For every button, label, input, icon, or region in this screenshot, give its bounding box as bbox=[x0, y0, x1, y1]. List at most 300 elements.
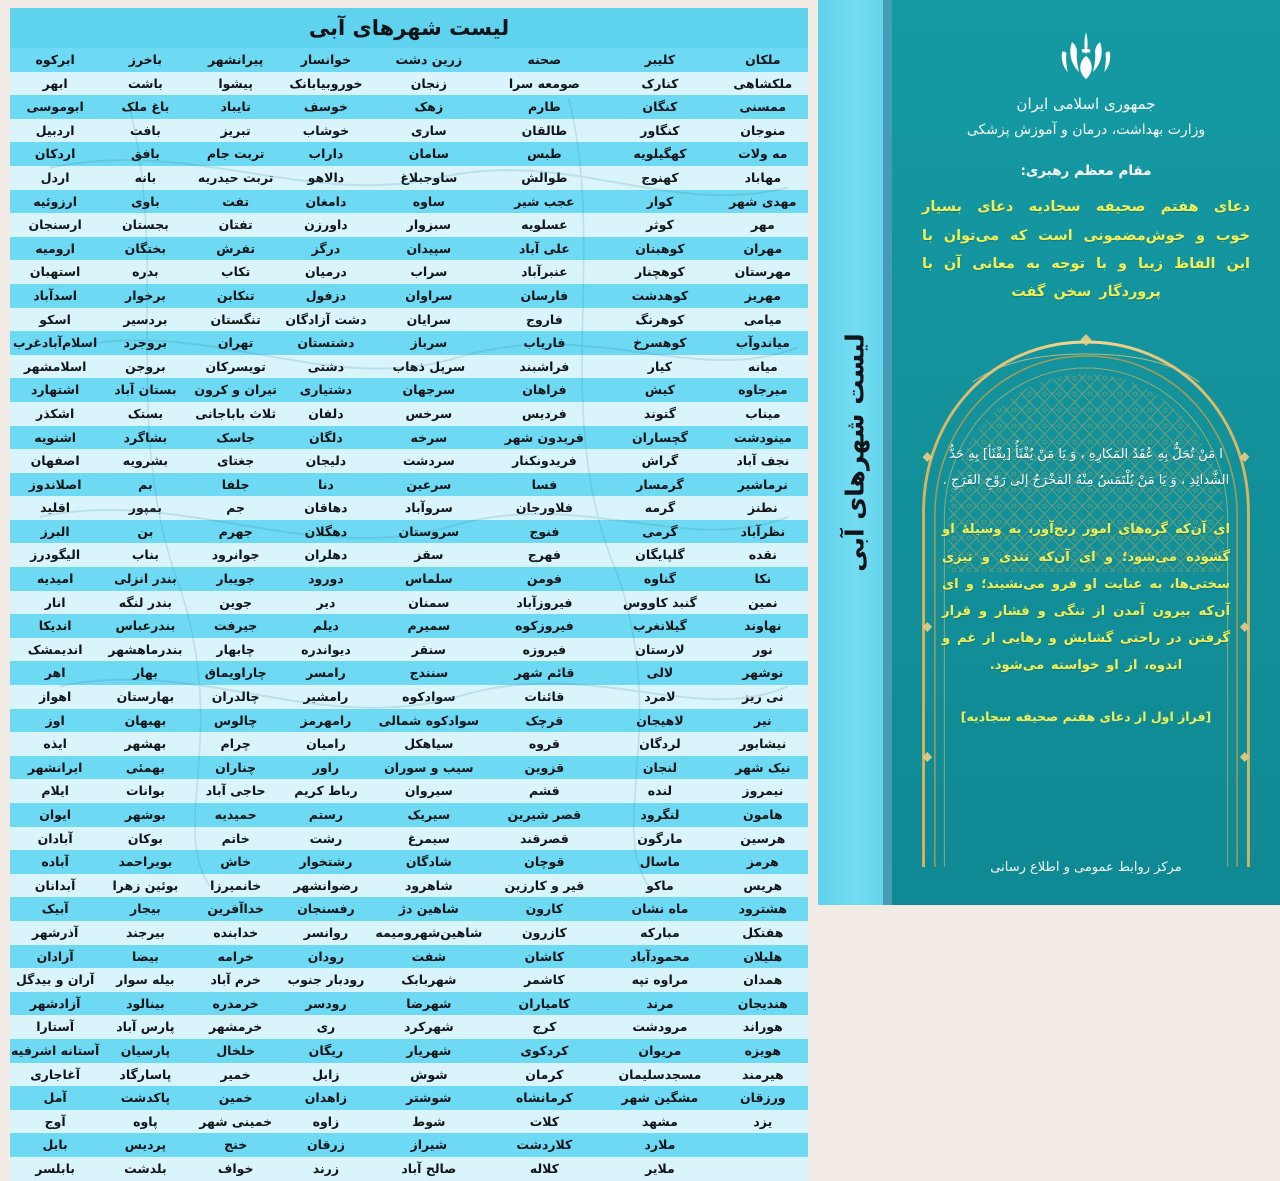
city-cell: بردسیر bbox=[100, 308, 190, 332]
city-cell: مهدی شهر bbox=[718, 190, 808, 214]
city-cell: بن bbox=[100, 520, 190, 544]
city-cell: میانه bbox=[718, 355, 808, 379]
city-cell: بجستان bbox=[100, 213, 190, 237]
city-cell: اهواز bbox=[10, 685, 100, 709]
city-cell: زرند bbox=[281, 1157, 371, 1181]
city-cell: رامهرمز bbox=[281, 709, 371, 733]
city-cell: خوشاب bbox=[281, 119, 371, 143]
city-cell: هرسین bbox=[718, 827, 808, 851]
city-cell: خوسف bbox=[281, 95, 371, 119]
city-cell: محمودآباد bbox=[602, 945, 718, 969]
city-cell: ساوه bbox=[371, 190, 487, 214]
city-cell: طوالش bbox=[487, 166, 603, 190]
city-cell: لامرد bbox=[602, 685, 718, 709]
city-cell: لنده bbox=[602, 779, 718, 803]
city-cell: کنگاور bbox=[602, 119, 718, 143]
city-cell: طالقان bbox=[487, 119, 603, 143]
city-cell: فریدون شهر bbox=[487, 426, 603, 450]
city-cell: گرمه bbox=[602, 496, 718, 520]
city-cell: خمینی شهر bbox=[191, 1110, 281, 1134]
city-cell: پاوه bbox=[100, 1110, 190, 1134]
city-cell: زاوه bbox=[281, 1110, 371, 1134]
city-cell: تهران bbox=[191, 331, 281, 355]
city-cell: شیراز bbox=[371, 1133, 487, 1157]
city-cell: بیجار bbox=[100, 897, 190, 921]
city-cell: دلیجان bbox=[281, 449, 371, 473]
city-cell: نرماشیر bbox=[718, 473, 808, 497]
city-cell: منوجان bbox=[718, 119, 808, 143]
city-cell: رامیان bbox=[281, 732, 371, 756]
city-cell: تربت جام bbox=[191, 142, 281, 166]
city-cell: آبیک bbox=[10, 897, 100, 921]
city-cell: بافت bbox=[100, 119, 190, 143]
city-cell: دیواندره bbox=[281, 638, 371, 662]
city-cell: جلفا bbox=[191, 473, 281, 497]
city-cell: سنندج bbox=[371, 661, 487, 685]
city-cell: سرباز bbox=[371, 331, 487, 355]
city-cell: کازرون bbox=[487, 921, 603, 945]
city-cell: سروآباد bbox=[371, 496, 487, 520]
city-cell: سرخه bbox=[371, 426, 487, 450]
city-column-5 bbox=[371, 48, 487, 1181]
city-cell: نهاوند bbox=[718, 614, 808, 638]
city-cell: پاسارگاد bbox=[100, 1063, 190, 1087]
arch-text-content bbox=[942, 442, 1230, 827]
city-cell: ملکشاهی bbox=[718, 72, 808, 96]
city-cell: مهاباد bbox=[718, 166, 808, 190]
city-cell: سبزوار bbox=[371, 213, 487, 237]
city-cell: بانه bbox=[100, 166, 190, 190]
city-cell: بیله سوار bbox=[100, 968, 190, 992]
info-panel bbox=[892, 0, 1280, 905]
city-cell: پارسیان bbox=[100, 1039, 190, 1063]
city-cell: کیار bbox=[602, 355, 718, 379]
city-cell: رودبار جنوب bbox=[281, 968, 371, 992]
city-cell: دورود bbox=[281, 567, 371, 591]
city-cell: بابل bbox=[10, 1133, 100, 1157]
city-cell: لارستان bbox=[602, 638, 718, 662]
city-cell: کهگیلویه bbox=[602, 142, 718, 166]
city-cell: کلاله bbox=[487, 1157, 603, 1181]
city-cell: صومعه سرا bbox=[487, 72, 603, 96]
city-cell: ابهر bbox=[10, 72, 100, 96]
public-relations-center: مرکز روابط عمومی و اطلاع رسانی bbox=[990, 860, 1182, 875]
city-cell: عنبرآباد bbox=[487, 260, 603, 284]
city-cell: قیر و کارزین bbox=[487, 874, 603, 898]
city-cell: انار bbox=[10, 591, 100, 615]
city-cell: فلاورجان bbox=[487, 496, 603, 520]
city-cell bbox=[718, 1157, 808, 1181]
city-cell: بهمئی bbox=[100, 756, 190, 780]
city-cell: نوشهر bbox=[718, 661, 808, 685]
city-cell: الیگودرز bbox=[10, 543, 100, 567]
city-cell: لنجان bbox=[602, 756, 718, 780]
city-cell: مهریز bbox=[718, 284, 808, 308]
city-cell: هامون bbox=[718, 803, 808, 827]
city-cell: مه ولات bbox=[718, 142, 808, 166]
ministry-line-2: وزارت بهداشت، درمان و آموزش پزشکی bbox=[966, 122, 1206, 138]
city-cell: جوانرود bbox=[191, 543, 281, 567]
city-cell: اسدآباد bbox=[10, 284, 100, 308]
city-cell: کوار bbox=[602, 190, 718, 214]
city-cell: کهنوج bbox=[602, 166, 718, 190]
arabic-dua: ا مَنْ تُحَلُّ بِهِ عُقَدُ المَکارِهِ ، وَ یَا مَنْ یُفْثَأُ [یفْثَأ] بِهِ حَدُّ الشَّدائِدِ ، وَ یَا مَنْ یُلْتَمَسُ مِنْهُ المَخْرَجُ إلى رَوْحِ الفَرَجِ . bbox=[942, 447, 1230, 489]
city-cell: دیلم bbox=[281, 614, 371, 638]
city-cell: هلیلان bbox=[718, 945, 808, 969]
city-cell: اردکان bbox=[10, 142, 100, 166]
page-title: لیست شهرهای آبی bbox=[10, 8, 808, 48]
city-column-1 bbox=[10, 48, 100, 1181]
city-cell: دهاقان bbox=[281, 496, 371, 520]
city-cell: رودسر bbox=[281, 992, 371, 1016]
city-cell: رامشیر bbox=[281, 685, 371, 709]
city-cell: کوهسرخ bbox=[602, 331, 718, 355]
city-cell: مراوه تپه bbox=[602, 968, 718, 992]
city-cell: دزفول bbox=[281, 284, 371, 308]
city-cell: تکاب bbox=[191, 260, 281, 284]
city-cell: تویسرکان bbox=[191, 355, 281, 379]
city-cell: نطنز bbox=[718, 496, 808, 520]
city-cell: بابلسر bbox=[10, 1157, 100, 1181]
city-cell: بشرویه bbox=[100, 449, 190, 473]
city-cell: تیران و کرون bbox=[191, 378, 281, 402]
city-cell: کامیاران bbox=[487, 992, 603, 1016]
city-cell: بندر انزلی bbox=[100, 567, 190, 591]
city-cell: ممسنی bbox=[718, 95, 808, 119]
city-cell: مهر bbox=[718, 213, 808, 237]
city-cell: شاهین‌شهرومیمه bbox=[371, 921, 487, 945]
city-cell: مهرستان bbox=[718, 260, 808, 284]
city-cell: ایذه bbox=[10, 732, 100, 756]
city-cell: فهرج bbox=[487, 543, 603, 567]
city-cell: مارگون bbox=[602, 827, 718, 851]
city-cell: میناب bbox=[718, 402, 808, 426]
city-cell: بندرماهشهر bbox=[100, 638, 190, 662]
city-cell: زرقان bbox=[281, 1133, 371, 1157]
city-cell: راور bbox=[281, 756, 371, 780]
city-cell: شادگان bbox=[371, 850, 487, 874]
city-cell: ارسنجان bbox=[10, 213, 100, 237]
dua-source: [فراز اول از دعای هفتم صحیفه سجادیه] bbox=[960, 708, 1212, 724]
city-cell: فراشبند bbox=[487, 355, 603, 379]
city-cell: بهارستان bbox=[100, 685, 190, 709]
city-cell: حمیدیه bbox=[191, 803, 281, 827]
city-cell: بدره bbox=[100, 260, 190, 284]
iran-emblem-icon bbox=[1051, 28, 1121, 84]
city-cell: چاراویماق bbox=[191, 661, 281, 685]
city-cell: خواف bbox=[191, 1157, 281, 1181]
persian-dua: ای آن‌که گره‌های امور رنج‌آور، به وسیلهٔ او گشوده می‌شود؛ و ای آن‌که تندی و تیزی سختی‌ها، به عنایت او فرو می‌نشیند؛ و ای آن‌که بیرون آمدن از تنگی و فشار و قرار گرفتن در راحتی گشایش و رهایی از غم و اندوه، از او خواسته می‌شود. bbox=[942, 522, 1230, 673]
city-cell: سیمرغ bbox=[371, 827, 487, 851]
city-cell: کاشمر bbox=[487, 968, 603, 992]
city-cell: تنکابن bbox=[191, 284, 281, 308]
city-cell: اشتهارد bbox=[10, 378, 100, 402]
spine-title: لیست شهرهای آبی bbox=[840, 333, 870, 572]
city-cell: هریس bbox=[718, 874, 808, 898]
city-cell: خوروبیابانک bbox=[281, 72, 371, 96]
city-cell: استهبان bbox=[10, 260, 100, 284]
city-cell: ابوموسی bbox=[10, 95, 100, 119]
city-cell: سرجهان bbox=[371, 378, 487, 402]
city-cell: قصرقند bbox=[487, 827, 603, 851]
city-cell: باخرز bbox=[100, 48, 190, 72]
city-cell: قزوین bbox=[487, 756, 603, 780]
city-cell: فومن bbox=[487, 567, 603, 591]
city-cell: آغاجاری bbox=[10, 1063, 100, 1087]
city-cell: سروستان bbox=[371, 520, 487, 544]
city-cell: آذرشهر bbox=[10, 921, 100, 945]
city-cell: مسجدسلیمان bbox=[602, 1063, 718, 1087]
city-cell: زهک bbox=[371, 95, 487, 119]
city-column-2 bbox=[100, 48, 190, 1181]
city-cell: کرمان bbox=[487, 1063, 603, 1087]
city-cell: هرمز bbox=[718, 850, 808, 874]
city-cell: رفسنجان bbox=[281, 897, 371, 921]
ministry-line-1: جمهوری اسلامی ایران bbox=[1016, 95, 1156, 113]
decorative-arch bbox=[916, 322, 1256, 867]
city-cell: اوز bbox=[10, 709, 100, 733]
city-cell: برخوار bbox=[100, 284, 190, 308]
city-cell: خانمیرزا bbox=[191, 874, 281, 898]
city-cell: تفتان bbox=[191, 213, 281, 237]
city-cell: بلدشت bbox=[100, 1157, 190, 1181]
city-cell: بیرجند bbox=[100, 921, 190, 945]
city-cell: آمل bbox=[10, 1086, 100, 1110]
city-cell: اشنویه bbox=[10, 426, 100, 450]
city-cell: گیلانغرب bbox=[602, 614, 718, 638]
city-cell: دشتستان bbox=[281, 331, 371, 355]
city-column-6 bbox=[487, 48, 603, 1181]
city-cell: مبارکه bbox=[602, 921, 718, 945]
city-cell: تایباد bbox=[191, 95, 281, 119]
city-cell: هشترود bbox=[718, 897, 808, 921]
city-cell: رشت bbox=[281, 827, 371, 851]
city-cell: بستان آباد bbox=[100, 378, 190, 402]
city-cell: دهگلان bbox=[281, 520, 371, 544]
city-cell: پاکدشت bbox=[100, 1086, 190, 1110]
city-cell: چالدران bbox=[191, 685, 281, 709]
city-cell: یزد bbox=[718, 1110, 808, 1134]
city-cell: بیضا bbox=[100, 945, 190, 969]
city-cell: خنج bbox=[191, 1133, 281, 1157]
city-cell: لردگان bbox=[602, 732, 718, 756]
city-cell: گراش bbox=[602, 449, 718, 473]
city-column-4 bbox=[281, 48, 371, 1181]
city-cell: طبس bbox=[487, 142, 603, 166]
city-cell: بافق bbox=[100, 142, 190, 166]
city-cell: ملارد bbox=[602, 1133, 718, 1157]
city-cell: گناوه bbox=[602, 567, 718, 591]
city-cell: سوادکوه شمالی bbox=[371, 709, 487, 733]
city-cell: بروجن bbox=[100, 355, 190, 379]
city-cell: خرمدره bbox=[191, 992, 281, 1016]
city-cell: کیش bbox=[602, 378, 718, 402]
city-cell: کاشان bbox=[487, 945, 603, 969]
city-columns-grid bbox=[10, 48, 808, 1181]
city-cell: آستارا bbox=[10, 1015, 100, 1039]
city-cell: گرمی bbox=[602, 520, 718, 544]
city-cell: درگز bbox=[281, 237, 371, 261]
city-cell: سیریک bbox=[371, 803, 487, 827]
city-cell: شهریار bbox=[371, 1039, 487, 1063]
city-cell: دامغان bbox=[281, 190, 371, 214]
city-cell: زرین دشت bbox=[371, 48, 487, 72]
city-cell: فریدونکنار bbox=[487, 449, 603, 473]
city-cell: زنجان bbox=[371, 72, 487, 96]
city-cell: نیر bbox=[718, 709, 808, 733]
city-cell: ایوان bbox=[10, 803, 100, 827]
city-cell: سردشت bbox=[371, 449, 487, 473]
city-cell: دنا bbox=[281, 473, 371, 497]
city-cell: کردکوی bbox=[487, 1039, 603, 1063]
city-cell: کلات bbox=[487, 1110, 603, 1134]
city-cell: سرعین bbox=[371, 473, 487, 497]
city-cell: دشتیاری bbox=[281, 378, 371, 402]
city-cell: فسا bbox=[487, 473, 603, 497]
city-cell: رشتخوار bbox=[281, 850, 371, 874]
city-cell: آرادان bbox=[10, 945, 100, 969]
city-cell: اقلید bbox=[10, 496, 100, 520]
city-cell: سرایان bbox=[371, 308, 487, 332]
city-cell: سمنان bbox=[371, 591, 487, 615]
city-cell: میاندوآب bbox=[718, 331, 808, 355]
city-cell: قوچان bbox=[487, 850, 603, 874]
city-cell: بوکان bbox=[100, 827, 190, 851]
city-cell: اندیمشک bbox=[10, 638, 100, 662]
city-cell: شوش bbox=[371, 1063, 487, 1087]
city-cell: شفت bbox=[371, 945, 487, 969]
city-cell: شاهین دژ bbox=[371, 897, 487, 921]
city-cell: آبدانان bbox=[10, 874, 100, 898]
city-cell: جوین bbox=[191, 591, 281, 615]
city-cell: آران و بیدگل bbox=[10, 968, 100, 992]
city-cell: لنگرود bbox=[602, 803, 718, 827]
leader-label: مقام معظم رهبری: bbox=[1020, 163, 1152, 180]
vertical-spine bbox=[818, 0, 892, 905]
city-cell: پارس آباد bbox=[100, 1015, 190, 1039]
city-column-3 bbox=[191, 48, 281, 1181]
city-cell: جغتای bbox=[191, 449, 281, 473]
city-cell: سرپل ذهاب bbox=[371, 355, 487, 379]
city-cell: ایرانشهر bbox=[10, 756, 100, 780]
city-cell: خمیر bbox=[191, 1063, 281, 1087]
city-cell: شهربابک bbox=[371, 968, 487, 992]
city-cell: باغ ملک bbox=[100, 95, 190, 119]
city-cell: بویراحمد bbox=[100, 850, 190, 874]
city-cell: سپیدان bbox=[371, 237, 487, 261]
city-cell: سراوان bbox=[371, 284, 487, 308]
city-cell: هوراند bbox=[718, 1015, 808, 1039]
city-cell: چناران bbox=[191, 756, 281, 780]
city-cell: علی آباد bbox=[487, 237, 603, 261]
city-cell: نی ریز bbox=[718, 685, 808, 709]
city-cell: سیروان bbox=[371, 779, 487, 803]
city-cell: تنگستان bbox=[191, 308, 281, 332]
city-cell: رستم bbox=[281, 803, 371, 827]
city-cell: بهشهر bbox=[100, 732, 190, 756]
city-cell: عجب شیر bbox=[487, 190, 603, 214]
city-cell: چابهار bbox=[191, 638, 281, 662]
city-cell: کوهرنگ bbox=[602, 308, 718, 332]
city-cell: اهر bbox=[10, 661, 100, 685]
city-cell: جم bbox=[191, 496, 281, 520]
city-cell: شهرکرد bbox=[371, 1015, 487, 1039]
city-cell: رامسر bbox=[281, 661, 371, 685]
city-cell: رودان bbox=[281, 945, 371, 969]
city-cell: بینالود bbox=[100, 992, 190, 1016]
city-cell: صالح آباد bbox=[371, 1157, 487, 1181]
city-cell: شوط bbox=[371, 1110, 487, 1134]
city-cell: میرجاوه bbox=[718, 378, 808, 402]
city-cell: تربت حیدریه bbox=[191, 166, 281, 190]
city-cell: تفت bbox=[191, 190, 281, 214]
city-cell: داورزن bbox=[281, 213, 371, 237]
city-cell: تفرش bbox=[191, 237, 281, 261]
city-cell: خرامه bbox=[191, 945, 281, 969]
city-cell: کوهبنان bbox=[602, 237, 718, 261]
city-cell: جیرفت bbox=[191, 614, 281, 638]
city-cell: دشتی bbox=[281, 355, 371, 379]
city-cell: شاهرود bbox=[371, 874, 487, 898]
city-cell: جهرم bbox=[191, 520, 281, 544]
city-cell: چالوس bbox=[191, 709, 281, 733]
city-cell: دلگان bbox=[281, 426, 371, 450]
city-cell: بهبهان bbox=[100, 709, 190, 733]
city-cell: مریوان bbox=[602, 1039, 718, 1063]
city-cell: سامان bbox=[371, 142, 487, 166]
city-cell: بندرعباس bbox=[100, 614, 190, 638]
city-cell: شهرضا bbox=[371, 992, 487, 1016]
city-column-7 bbox=[602, 48, 718, 1181]
city-cell: سمیرم bbox=[371, 614, 487, 638]
city-cell: خلخال bbox=[191, 1039, 281, 1063]
city-cell: آبادان bbox=[10, 827, 100, 851]
city-cell: کلیبر bbox=[602, 48, 718, 72]
city-cell: ایلام bbox=[10, 779, 100, 803]
city-cell: ساوجبلاغ bbox=[371, 166, 487, 190]
city-cell: سراب bbox=[371, 260, 487, 284]
city-cell: پیرانشهر bbox=[191, 48, 281, 72]
city-cell: زاهدان bbox=[281, 1086, 371, 1110]
city-cell: نمین bbox=[718, 591, 808, 615]
city-cell: هفتکل bbox=[718, 921, 808, 945]
city-cell: اصفهان bbox=[10, 449, 100, 473]
city-cell: صحنه bbox=[487, 48, 603, 72]
city-cell: بناب bbox=[100, 543, 190, 567]
city-cell: دلفان bbox=[281, 402, 371, 426]
city-cell: کنارک bbox=[602, 72, 718, 96]
city-cell: خداآفرین bbox=[191, 897, 281, 921]
city-cell: باشت bbox=[100, 72, 190, 96]
city-cell: طارم bbox=[487, 95, 603, 119]
city-cell: پردیس bbox=[100, 1133, 190, 1157]
city-cell: ارومیه bbox=[10, 237, 100, 261]
city-cell: نیک شهر bbox=[718, 756, 808, 780]
city-cell: اردبیل bbox=[10, 119, 100, 143]
city-cell: هویزه bbox=[718, 1039, 808, 1063]
city-table-card bbox=[10, 8, 808, 1176]
city-cell: البرز bbox=[10, 520, 100, 544]
city-cell: شوشتر bbox=[371, 1086, 487, 1110]
city-cell: فردیس bbox=[487, 402, 603, 426]
city-cell: بهار bbox=[100, 661, 190, 685]
city-cell: گلپایگان bbox=[602, 543, 718, 567]
city-cell: بم bbox=[100, 473, 190, 497]
city-cell: اسلامشهر bbox=[10, 355, 100, 379]
city-cell: جاسک bbox=[191, 426, 281, 450]
city-cell: اسکو bbox=[10, 308, 100, 332]
city-cell: اشکذر bbox=[10, 402, 100, 426]
